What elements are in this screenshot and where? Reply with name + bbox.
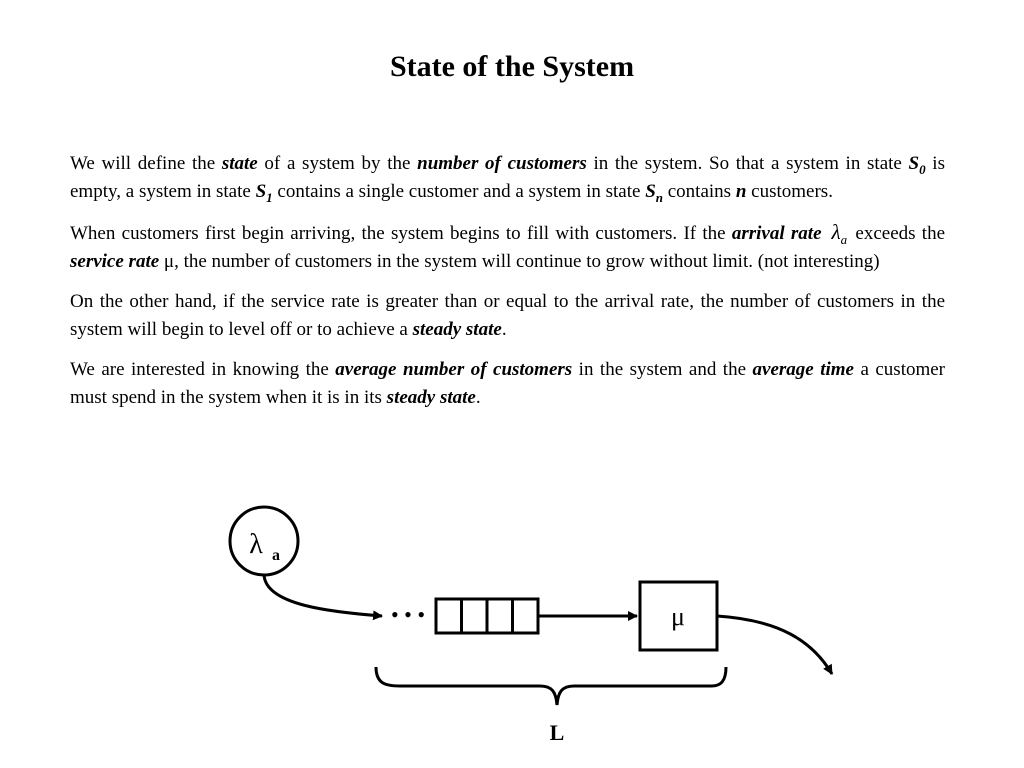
service-rate-label: μ bbox=[671, 602, 685, 631]
server bbox=[640, 582, 717, 650]
term-average-number-of-customers: average number of customers bbox=[335, 359, 573, 380]
text: customers. bbox=[746, 181, 833, 202]
queue-diagram bbox=[0, 495, 1024, 768]
term-service-rate: service rate bbox=[70, 251, 160, 272]
text: We will define the bbox=[70, 153, 222, 174]
queue-ellipsis: • • • bbox=[390, 602, 426, 627]
arrival-arrow bbox=[264, 575, 382, 616]
paragraph-steady-state bbox=[70, 288, 945, 344]
text: exceeds the bbox=[849, 223, 946, 244]
queue-buffer bbox=[436, 599, 538, 633]
term-number-of-customers: number of customers bbox=[417, 153, 587, 174]
term-arrival-rate: arrival rate bbox=[731, 223, 822, 244]
text: in the system. So that a system in state bbox=[586, 153, 909, 174]
arrival-circle bbox=[230, 507, 298, 575]
departure-arrow bbox=[717, 616, 832, 674]
paragraph-interest bbox=[70, 356, 945, 412]
text: contains a single customer and a system in state bbox=[272, 181, 646, 202]
text: . bbox=[475, 387, 481, 408]
state-sn: $S_n$ bbox=[645, 181, 663, 205]
term-average-time: average time bbox=[752, 359, 854, 380]
queue-cell bbox=[513, 599, 539, 633]
paragraph-arrival-rate bbox=[70, 218, 945, 276]
term-state: state bbox=[221, 153, 258, 174]
text: . bbox=[501, 319, 507, 340]
arrival-source bbox=[230, 507, 298, 575]
text: of a system by the bbox=[257, 153, 418, 174]
slide-body bbox=[70, 150, 945, 424]
term-steady-state: steady state bbox=[386, 387, 476, 408]
text: a customer must spend in the system when it is in its bbox=[70, 359, 946, 408]
text: μ, the number of customers in the system will continue to grow without limit. (not interesting) bbox=[159, 251, 880, 272]
text: is empty, a system in state bbox=[70, 153, 945, 202]
queue-cell bbox=[487, 599, 513, 633]
term-steady-state: steady state bbox=[412, 319, 502, 340]
term-n: n bbox=[735, 181, 747, 202]
text: contains bbox=[663, 181, 736, 202]
queue-cell bbox=[436, 599, 462, 633]
lambda-a-symbol: $\lambda_a$ bbox=[831, 220, 848, 248]
text: in the system and the bbox=[572, 359, 753, 380]
system-brace bbox=[376, 667, 726, 705]
arrival-rate-label: λ bbox=[249, 529, 263, 560]
state-s0: $S_0$ bbox=[908, 153, 926, 177]
state-s1: $S_1$ bbox=[255, 181, 273, 205]
paragraph-state-definition bbox=[70, 150, 945, 206]
text: We are interested in knowing the bbox=[70, 359, 336, 380]
text: When customers first begin arriving, the system begins to fill with customers. If the bbox=[70, 223, 732, 244]
queue-cell bbox=[462, 599, 488, 633]
slide-title: State of the System bbox=[389, 50, 635, 83]
text: On the other hand, if the service rate is greater than or equal to the arrival rate, the number of customers in the system will begin to level off or to achieve a bbox=[70, 291, 945, 340]
system-size-label: L bbox=[549, 720, 565, 745]
arrival-rate-subscript: a bbox=[272, 547, 280, 564]
